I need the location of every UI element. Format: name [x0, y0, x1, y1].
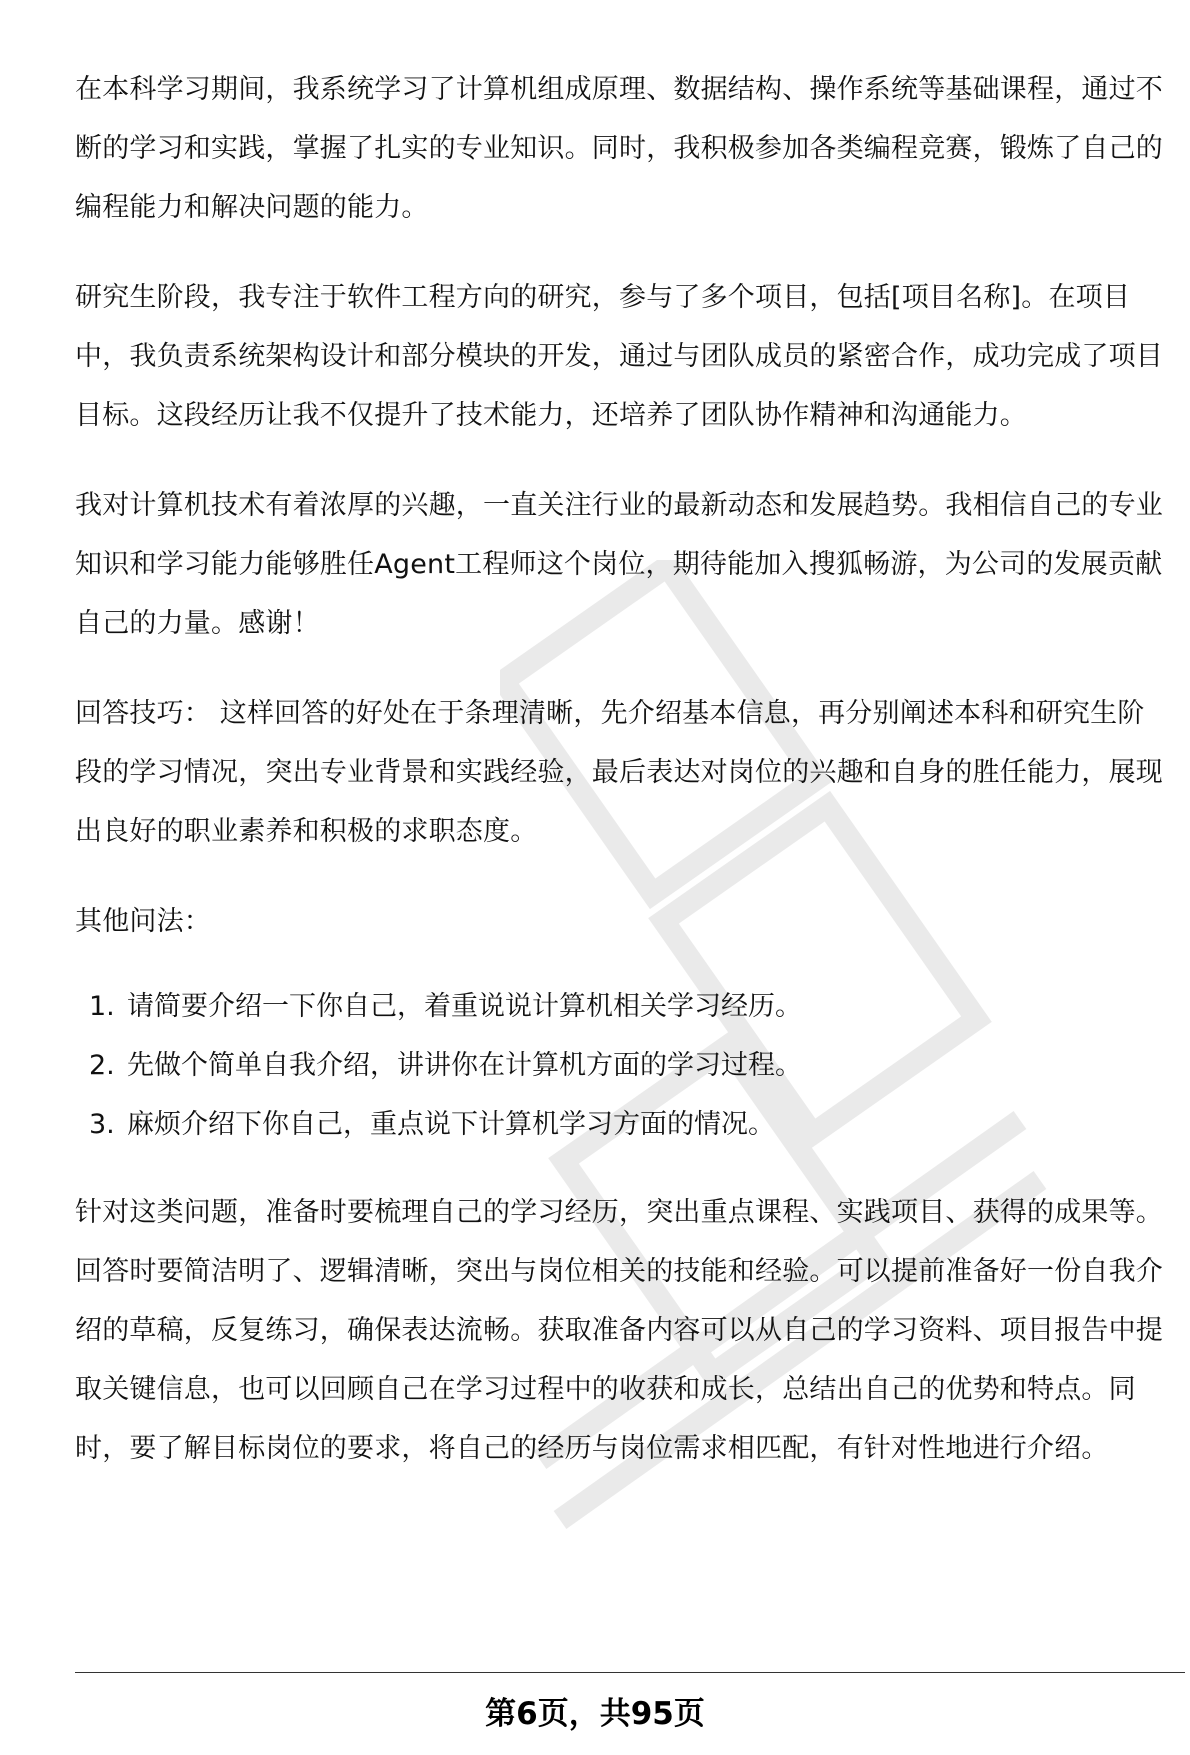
list-item — [75, 1036, 1165, 1095]
list-item — [75, 977, 1165, 1036]
other-questions-heading: 其他问法： — [75, 906, 211, 937]
paragraph-preparation: 针对这类问题，准备时要梳理自己的学习经历，突出重点课程、实践项目、获得的成果等。回答时要简洁明了、逻辑清晰，突出与岗位相关的技能和经验。可以提前准备好一份自我介绍的草稿，反复练习，确保表达流畅。获取准备内容可以从自己的学习资料、项目报告中提取关键信息，也可以回顾自己在学习过程中的收获和成长，总结出自己的优势和特点。同时，要了解目标岗位的要求，将自己的经历与岗位需求相匹配，有针对性地进行介绍。 — [75, 1197, 1163, 1464]
other-questions-list — [75, 977, 1165, 1154]
list-item-number: 3. — [89, 1109, 115, 1140]
list-item-text: 麻烦介绍下你自己，重点说下计算机学习方面的情况。 — [127, 1109, 775, 1140]
list-item-text: 先做个简单自我介绍，讲讲你在计算机方面的学习过程。 — [127, 1050, 802, 1081]
paragraph-answer-tips: 回答技巧： 这样回答的好处在于条理清晰，先介绍基本信息，再分别阐述本科和研究生阶段的学习情况，突出专业背景和实践经验，最后表达对岗位的兴趣和自身的胜任能力，展现出良好的职业素养和积极的求职态度。 — [75, 698, 1163, 847]
list-item-number: 2. — [89, 1050, 115, 1081]
paragraph-interest: 我对计算机技术有着浓厚的兴趣，一直关注行业的最新动态和发展趋势。我相信自己的专业知识和学习能力能够胜任Agent工程师这个岗位，期待能加入搜狐畅游，为公司的发展贡献自己的力量。感谢！ — [75, 490, 1163, 639]
paragraph-undergrad: 在本科学习期间，我系统学习了计算机组成原理、数据结构、操作系统等基础课程，通过不断的学习和实践，掌握了扎实的专业知识。同时，我积极参加各类编程竞赛，锻炼了自己的编程能力和解决问题的能力。 — [75, 74, 1163, 223]
page-number: 第6页，共95页 — [485, 1696, 705, 1732]
footer-divider — [75, 1672, 1185, 1673]
list-item — [75, 1095, 1165, 1154]
list-item-number: 1. — [89, 991, 115, 1022]
list-item-text: 请简要介绍一下你自己，着重说说计算机相关学习经历。 — [127, 991, 802, 1022]
paragraph-graduate: 研究生阶段，我专注于软件工程方向的研究，参与了多个项目，包括[项目名称]。在项目中，我负责系统架构设计和部分模块的开发，通过与团队成员的紧密合作，成功完成了项目目标。这段经历让我不仅提升了技术能力，还培养了团队协作精神和沟通能力。 — [75, 282, 1163, 431]
document-body — [75, 60, 1165, 1478]
